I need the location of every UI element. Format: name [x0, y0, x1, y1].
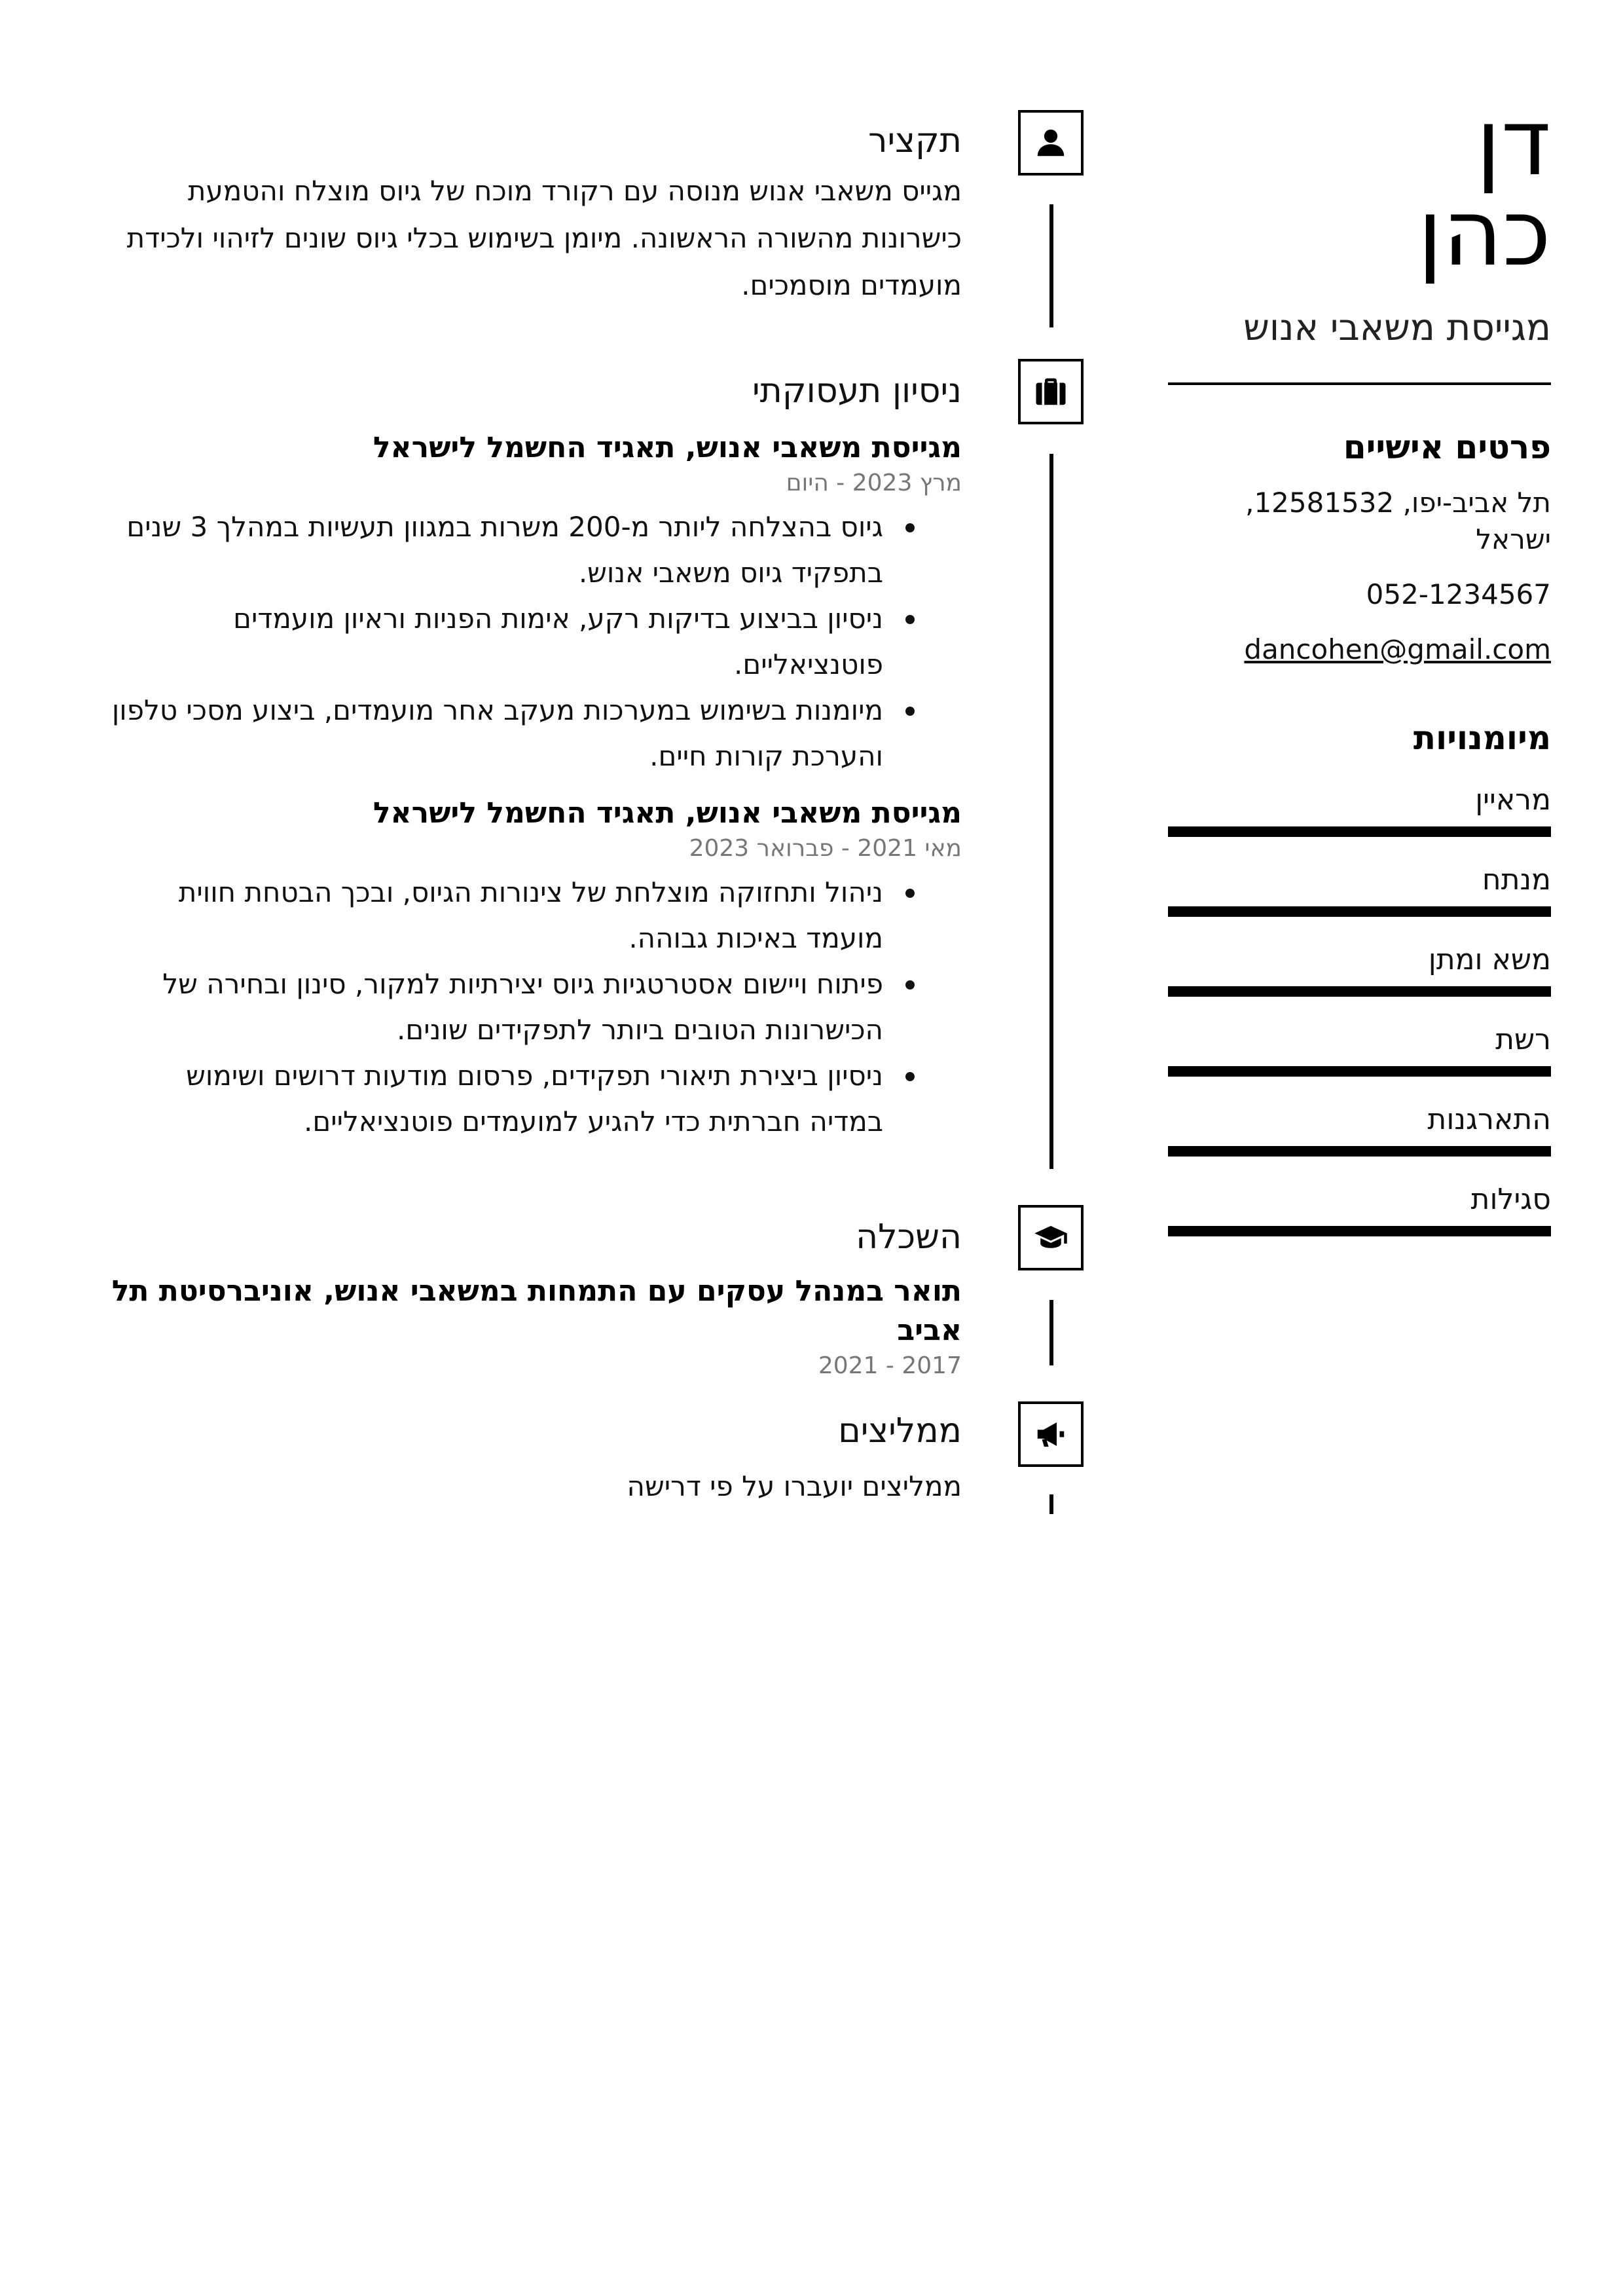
references-icon-box: [1018, 1401, 1084, 1467]
education-section: [111, 1214, 962, 1382]
skill-item: [1168, 861, 1551, 917]
skill-bar-fill: [1168, 1066, 1551, 1077]
skill-bar-fill: [1168, 1146, 1551, 1157]
list-item: ניסיון ביצירת תיאורי תפקידים, פרסום מודעות דרושים ושימוש במדיה חברתית כדי להגיע למועמדים פוטנציאליים.: [111, 1053, 883, 1145]
job-role: מגייסת משאבי אנוש, תאגיד החשמל לישראל: [373, 796, 962, 830]
references-section: [111, 1408, 962, 1510]
skill-item: [1168, 940, 1551, 997]
skill-item: [1168, 781, 1551, 837]
references-text: ממליצים יועברו על פי דרישה: [627, 1470, 962, 1502]
skill-bar: [1168, 1226, 1551, 1236]
first-name: דן: [1476, 90, 1551, 196]
skill-bar-fill: [1168, 826, 1551, 837]
experience-section: [111, 368, 962, 1145]
timeline-line-references: [1049, 1494, 1053, 1514]
email-link[interactable]: dancohen@gmail.com: [1244, 633, 1551, 665]
summary-icon-box: [1018, 110, 1084, 176]
skill-bar: [1168, 906, 1551, 917]
list-item: מיומנות בשימוש במערכות מעקב אחר מועמדים, ביצוע מסכי טלפון והערכת קורות חיים.: [111, 688, 883, 779]
timeline-line-experience: [1049, 454, 1053, 1169]
skill-bar: [1168, 1146, 1551, 1157]
summary-text: מגייס משאבי אנוש מנוסה עם רקורד מוכח של גיוס מוצלח והטמעת כישרונות מהשורה הראשונה. מיומן בשימוש בכלי גיוס שונים לזיהוי ולכידת מועמדים מוסמכים.: [126, 175, 962, 301]
references-title: ממליצים: [838, 1411, 962, 1451]
timeline-line-education: [1049, 1300, 1053, 1365]
job-dates: מרץ 2023 - היום: [786, 470, 962, 496]
sidebar: [1168, 90, 1551, 1236]
experience-title: ניסיון תעסוקתי: [752, 371, 962, 411]
skills-list: [1168, 781, 1551, 1236]
address: תל אביב-יפו, 12581532, ישראל: [1245, 487, 1551, 555]
education-dates: 2017 - 2021: [818, 1352, 962, 1379]
job-bullets: [111, 870, 962, 1145]
skill-label: מראיין: [1475, 783, 1551, 817]
list-item: גיוס בהצלחה ליותר מ-200 משרות במגוון תעשיות במהלך 3 שנים בתפקיד גיוס משאבי אנוש.: [111, 504, 883, 596]
skill-item: [1168, 1180, 1551, 1236]
briefcase-icon: [1033, 374, 1068, 409]
skill-item: [1168, 1020, 1551, 1077]
list-item: ניהול ותחזוקה מוצלחת של צינורות הגיוס, ובכך הבטחת חווית מועמד באיכות גבוהה.: [111, 870, 883, 961]
summary-title: תקציר: [868, 121, 962, 160]
job-role: מגייסת משאבי אנוש, תאגיד החשמל לישראל: [373, 431, 962, 464]
skills-heading: מיומנויות: [1413, 719, 1551, 757]
skill-bar: [1168, 1066, 1551, 1077]
user-icon: [1033, 125, 1068, 160]
last-name: כהן: [1417, 180, 1551, 287]
skill-label: התארגנות: [1427, 1103, 1551, 1136]
personal-details-heading: פרטים אישיים: [1343, 428, 1551, 466]
graduation-cap-icon: [1033, 1220, 1068, 1255]
phone: 052-1234567: [1366, 578, 1551, 610]
megaphone-icon: [1033, 1416, 1068, 1452]
skill-label: מנתח: [1482, 863, 1551, 897]
skill-item: [1168, 1100, 1551, 1157]
skill-label: סגילות: [1470, 1183, 1551, 1216]
skill-label: משא ומתן: [1428, 943, 1551, 976]
education-icon-box: [1018, 1205, 1084, 1270]
skill-label: רשת: [1495, 1023, 1551, 1056]
summary-section: [111, 118, 962, 309]
job-dates: מאי 2021 - פברואר 2023: [689, 835, 962, 862]
skill-bar-fill: [1168, 906, 1551, 917]
timeline-line-summary: [1049, 204, 1053, 327]
sidebar-divider: [1168, 382, 1551, 385]
experience-icon-box: [1018, 359, 1084, 424]
job-bullets: [111, 504, 962, 779]
skill-bar: [1168, 826, 1551, 837]
skill-bar-fill: [1168, 1226, 1551, 1236]
list-item: פיתוח ויישום אסטרטגיות גיוס יצירתיות למקור, סינון ובחירה של הכישרונות הטובים ביותר לתפקידים שונים.: [111, 961, 883, 1053]
skill-bar-fill: [1168, 986, 1551, 997]
job-entry: [111, 428, 962, 779]
skill-bar: [1168, 986, 1551, 997]
job-entry: [111, 794, 962, 1145]
education-degree: תואר במנהל עסקים עם התמחות במשאבי אנוש, אוניברסיטת תל אביב: [111, 1274, 962, 1347]
list-item: ניסיון בביצוע בדיקות רקע, אימות הפניות וראיון מועמדים פוטנציאליים.: [111, 596, 883, 688]
education-title: השכלה: [856, 1217, 962, 1257]
job-title: מגייסת משאבי אנוש: [1243, 306, 1551, 349]
